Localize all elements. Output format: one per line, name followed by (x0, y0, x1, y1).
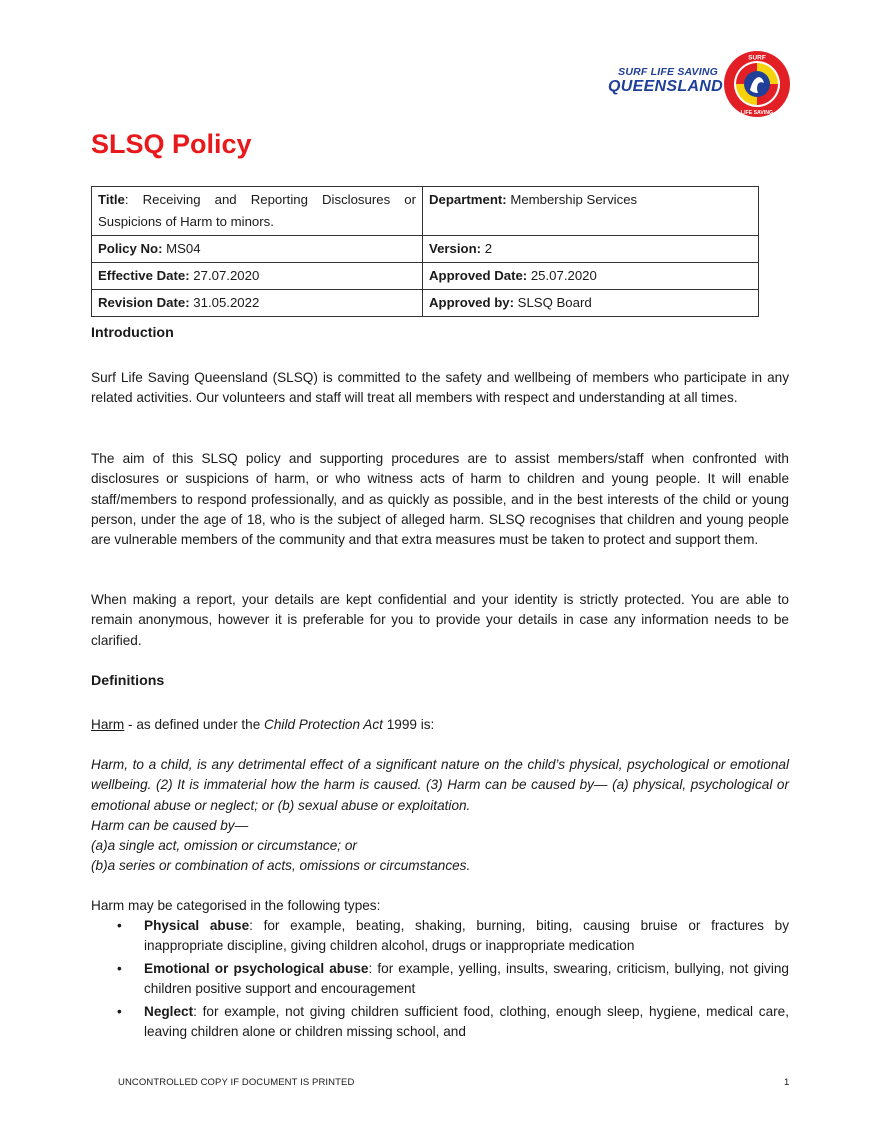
emblem-top-text: SURF (748, 54, 766, 62)
table-row (92, 290, 759, 317)
version-value: 2 (481, 241, 493, 256)
quote-line: (a)a single act, omission or circumstance; or (91, 838, 357, 854)
harm-intro-mid: - as defined under the (124, 717, 265, 732)
logo-line-1: SURF LIFE SAVING (618, 66, 718, 78)
table-row (92, 263, 759, 290)
table-row (92, 187, 759, 236)
surf-lifesaving-emblem-icon (723, 50, 791, 118)
effective-date-value: 27.07.2020 (189, 268, 260, 283)
revision-date-cell (92, 290, 423, 317)
introduction-paragraph-2: The aim of this SLSQ policy and supporting procedures are to assist members/staff when confronted with disclosures or suspicions of harm, or who witness acts of harm to children and young people. It will enable staff/members to respond professionally, and as quickly as possible, and in the best interests of the child or young person, under the age of 18, who is the subject of alleged harm. SLSQ recognises that children and young people are vulnerable members of the community and that extra measures must be taken to protect and support them. (91, 451, 789, 548)
approved-date-cell (423, 263, 759, 290)
effective-date-cell (92, 263, 423, 290)
harm-type-desc: : for example, not giving children sufficient food, clothing, enough sleep, hygiene, medical care, leaving children alone or children missing school, and (144, 1004, 789, 1040)
logo-line-2: QUEENSLAND (608, 78, 724, 95)
revision-date-label: Revision Date: (98, 295, 190, 310)
policy-no-label: Policy No: (98, 241, 163, 256)
emblem-bottom-text: LIFE SAVING (740, 110, 774, 116)
definitions-heading: Definitions (91, 673, 165, 689)
policy-info-table (91, 186, 759, 317)
introduction-paragraph-1: Surf Life Saving Queensland (SLSQ) is committed to the safety and wellbeing of members who participate in any related activities. Our volunteers and staff will treat all members with respect and understanding at all times. (91, 370, 789, 406)
act-name: Child Protection Act (264, 717, 383, 732)
title-cell (92, 187, 423, 236)
harm-types-list (117, 916, 789, 1045)
harm-definition-intro (91, 715, 789, 735)
department-value: Membership Services (506, 192, 638, 207)
harm-type-term: Physical abuse (144, 918, 250, 933)
title-label: Title (98, 192, 125, 207)
version-cell (423, 236, 759, 263)
policy-no-value: MS04 (162, 241, 201, 256)
page-number: 1 (784, 1077, 790, 1088)
harm-type-desc: : for example, yelling, insults, swearing, criticism, bullying, not giving children positive support and encouragement (144, 961, 789, 997)
version-label: Version: (429, 241, 482, 256)
bullet-icon: • (117, 918, 122, 933)
approved-date-value: 25.07.2020 (527, 268, 597, 283)
act-year: 1999 is: (382, 717, 435, 732)
approved-by-label: Approved by: (429, 295, 514, 310)
table-row (92, 236, 759, 263)
footer-disclaimer: UNCONTROLLED COPY IF DOCUMENT IS PRINTED (118, 1077, 355, 1088)
quote-line: Harm can be caused by— (91, 817, 249, 833)
policy-no-cell (92, 236, 423, 263)
revision-date-value: 31.05.2022 (189, 295, 260, 310)
title-value: : Receiving and Reporting Disclosures or Suspicions of Harm to minors. (98, 192, 416, 229)
harm-type-term: Emotional or psychological abuse (144, 961, 369, 977)
list-item (117, 1002, 789, 1043)
department-cell (423, 187, 759, 236)
slsq-logo (608, 50, 793, 118)
logo-wordmark (608, 66, 724, 95)
approved-by-value: SLSQ Board (514, 295, 592, 310)
approved-by-cell (423, 290, 759, 317)
bullet-icon: • (117, 1004, 122, 1020)
quote-line: (b)a series or combination of acts, omissions or circumstances. (91, 858, 471, 874)
approved-date-label: Approved Date: (429, 268, 528, 283)
list-item (117, 916, 789, 957)
introduction-heading: Introduction (91, 325, 174, 341)
page-title: SLSQ Policy (91, 129, 252, 159)
harm-types-intro: Harm may be categorised in the following types: (91, 898, 381, 913)
harm-term: Harm (91, 717, 125, 732)
harm-type-term: Neglect (144, 1004, 194, 1020)
department-label: Department: (429, 192, 507, 207)
bullet-icon: • (117, 961, 122, 977)
list-item (117, 959, 789, 1000)
introduction-paragraph-3: When making a report, your details are kept confidential and your identity is strictly protected. You are able to remain anonymous, however it is preferable for you to provide your details in case any information needs to be clarified. (91, 592, 789, 648)
effective-date-label: Effective Date: (98, 268, 190, 283)
harm-definition-quote (91, 755, 789, 877)
quote-paragraph: Harm, to a child, is any detrimental effect of a significant nature on the child’s physical, psychological or emotional wellbeing. (2) It is immaterial how the harm is caused. (3) Harm can be caused by— (a) physical, psychological or emotional abuse or neglect; or (b) sexual abuse or exploitation. (91, 757, 789, 813)
harm-type-desc: : for example, beating, shaking, burning, biting, causing bruise or fractures by inappropriate discipline, giving children alcohol, drugs or inappropriate medication (144, 918, 790, 954)
